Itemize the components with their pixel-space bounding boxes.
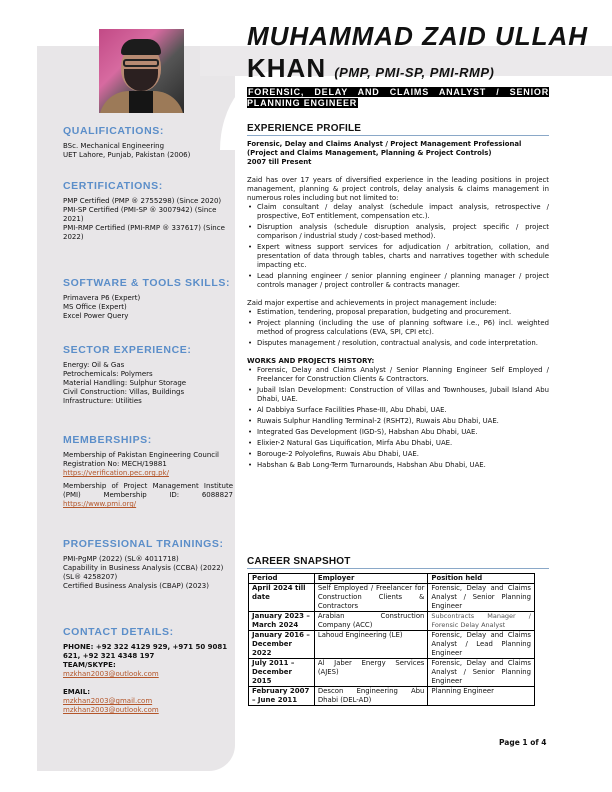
employer-cell: Lahoud Engineering (LE) bbox=[314, 631, 428, 659]
sector-section bbox=[63, 346, 233, 406]
list-item: • Borouge-2 Polyolefins, Ruwais Abu Dhabi, UAE. bbox=[247, 450, 549, 459]
employer-cell: Al Jaber Energy Services (AJES) bbox=[314, 659, 428, 687]
column-header: Position held bbox=[428, 574, 535, 584]
table-row bbox=[249, 631, 535, 659]
period-cell: January 2023 – March 2024 bbox=[249, 612, 315, 631]
software-line: Primavera P6 (Expert) bbox=[63, 294, 141, 302]
pec-membership: Membership of Pakistan Engineering Council Registration No: MECH/19881 bbox=[63, 451, 220, 468]
training-line: Capability in Business Analysis (CCBA) (2022) (SL® 4258207) bbox=[63, 564, 224, 581]
skype-link[interactable]: mzkhan2003@outlook.com bbox=[63, 670, 159, 678]
email-link-gmail[interactable]: mzkhan2003@gmail.com bbox=[63, 697, 153, 705]
list-item: • Al Dabbiya Surface Facilities Phase-III, Abu Dhabi, UAE. bbox=[247, 406, 549, 415]
sector-line: Petrochemicals: Polymers bbox=[63, 370, 153, 378]
certification-line: PMP Certified (PMP ® 2755298) (Since 2020) bbox=[63, 197, 222, 205]
training-line: Certified Business Analysis (CBAP) (2023) bbox=[63, 582, 209, 590]
list-item: • Elixier-2 Natural Gas Liquification, Mirfa Abu Dhabi, UAE. bbox=[247, 439, 549, 448]
experience-profile-section bbox=[247, 124, 549, 472]
certification-line: PMI-SP Certified (PMI-SP ® 3007942) (Since 2021) bbox=[63, 206, 217, 223]
experience-profile-heading: EXPERIENCE PROFILE bbox=[247, 124, 549, 136]
list-item: • Lead planning engineer / senior planning engineer / planning manager / project controls manager / project controller & contracts manager. bbox=[247, 272, 549, 290]
intro-paragraph: Zaid has over 17 years of diversified experience in the leading positions in project management, planning & project controls, delay analysis & claims management in numerous roles including but not limited to: bbox=[247, 176, 549, 202]
qualification-line: BSc. Mechanical Engineering bbox=[63, 142, 165, 150]
phone-value: +92 322 4129 929, +971 50 9081 621, +92 321 4348 197 bbox=[63, 643, 228, 660]
spacer bbox=[247, 292, 549, 299]
software-line: MS Office (Expert) bbox=[63, 303, 127, 311]
certifications-heading: CERTIFICATIONS: bbox=[63, 180, 163, 192]
position-cell: Forensic, Delay and Claims Analyst / Lead Planning Engineer bbox=[428, 631, 535, 659]
list-item: • Disruption analysis (schedule disruption analysis, project specific / project comparison / industrial study / cost-based method). bbox=[247, 223, 549, 241]
candidate-credentials: (PMP, PMI-SP, PMI-RMP) bbox=[334, 65, 495, 80]
position-cell: Forensic, Delay and Claims Analyst / Senior Planning Engineer bbox=[428, 584, 535, 612]
sector-line: Material Handling: Sulphur Storage bbox=[63, 379, 187, 387]
contact-section bbox=[63, 628, 233, 715]
career-snapshot-section bbox=[247, 557, 549, 706]
phone-line bbox=[63, 643, 233, 661]
trainings-section bbox=[63, 540, 233, 591]
employer-cell: Descon Engineering Abu Dhabi (DEL-AD) bbox=[314, 687, 428, 706]
software-section bbox=[63, 279, 233, 321]
sector-line: Infrastructure: Utilities bbox=[63, 397, 142, 405]
column-header: Period bbox=[249, 574, 315, 584]
sector-line: Energy: Oil & Gas bbox=[63, 361, 125, 369]
candidate-surname: KHAN bbox=[247, 53, 327, 83]
employer-cell: Arabian Construction Company (ACC) bbox=[314, 612, 428, 631]
position-cell: Forensic, Delay and Claims Analyst / Senior Planning Engineer bbox=[428, 659, 535, 687]
list-item: • Claim consultant / delay analyst (schedule impact analysis, retrospective / prospective, EoT entitlement, compensation etc.). bbox=[247, 203, 549, 221]
period-cell: April 2024 till date bbox=[249, 584, 315, 612]
qualifications-heading: QUALIFICATIONS: bbox=[63, 125, 164, 137]
skype-label: TEAM/SKYPE: bbox=[63, 661, 116, 669]
profile-photo bbox=[99, 29, 184, 113]
pmi-membership-text: Membership of Project Management Institute (PMI) Membership ID: 6088827 bbox=[63, 482, 233, 499]
software-heading: SOFTWARE & TOOLS SKILLS: bbox=[63, 277, 231, 289]
memberships-section bbox=[63, 436, 233, 509]
sector-line: Civil Construction: Villas, Buildings bbox=[63, 388, 185, 396]
period-cell: July 2011 – December 2015 bbox=[249, 659, 315, 687]
photo-hair bbox=[121, 39, 161, 55]
pec-link[interactable]: https://verification.pec.org.pk/ bbox=[63, 469, 169, 477]
memberships-heading: MEMBERSHIPS: bbox=[63, 434, 152, 446]
list-item: • Ruwais Sulphur Handling Terminal-2 (RSHT2), Ruwais Abu Dhabi, UAE. bbox=[247, 417, 549, 426]
qualifications-section bbox=[63, 127, 233, 160]
list-item: • Habshan & Bab Long-Term Turnarounds, Habshan Abu Dhabi, UAE. bbox=[247, 461, 549, 470]
spacer bbox=[63, 679, 233, 688]
candidate-name-line1: MUHAMMAD ZAID ULLAH bbox=[247, 21, 589, 51]
list-item: • Jubail Islan Development: Construction of Villas and Townhouses, Jubail Island Abu Dhabi, UAE. bbox=[247, 386, 549, 404]
software-line: Excel Power Query bbox=[63, 312, 129, 320]
contact-heading: CONTACT DETAILS: bbox=[63, 626, 174, 638]
role-summary-line: (Project and Claims Management, Planning & Project Controls) bbox=[247, 149, 492, 157]
list-item: • Estimation, tendering, proposal preparation, budgeting and procurement. bbox=[247, 308, 549, 317]
column-header: Employer bbox=[314, 574, 428, 584]
sector-heading: SECTOR EXPERIENCE: bbox=[63, 344, 192, 356]
email-link-outlook[interactable]: mzkhan2003@outlook.com bbox=[63, 706, 159, 714]
trainings-heading: PROFESSIONAL TRAININGS: bbox=[63, 538, 224, 550]
table-header-row bbox=[249, 574, 535, 584]
training-line: PMI-PgMP (2022) (SL® 4011718) bbox=[63, 555, 179, 563]
role-summary-line: 2007 till Present bbox=[247, 158, 312, 166]
spacer bbox=[247, 167, 549, 176]
certifications-section bbox=[63, 182, 233, 242]
spacer bbox=[247, 350, 549, 357]
certification-line: PMI-RMP Certified (PMI-RMP ® 337617) (Since 2022) bbox=[63, 224, 225, 241]
candidate-name-line2 bbox=[247, 54, 494, 87]
expertise-list bbox=[247, 308, 549, 348]
role-summary-line: Forensic, Delay and Claims Analyst / Project Management Professional bbox=[247, 140, 522, 148]
pmi-link[interactable]: https://www.pmi.org/ bbox=[63, 500, 137, 508]
position-cell: Planning Engineer bbox=[428, 687, 535, 706]
phone-label: PHONE: bbox=[63, 643, 94, 651]
list-item: • Project planning (including the use of planning software i.e., P6) incl. weighted method of progress calculations (EVA, SPI, CPI etc). bbox=[247, 319, 549, 337]
roles-list bbox=[247, 203, 549, 290]
period-cell: February 2007 – June 2011 bbox=[249, 687, 315, 706]
expertise-intro: Zaid major expertise and achievements in project management include: bbox=[247, 299, 497, 307]
list-item: • Forensic, Delay and Claims Analyst / Senior Planning Engineer Self Employed / Freelancer for Construction Clients & Contractors. bbox=[247, 366, 549, 384]
list-item: • Disputes management / resolution, contractual analysis, and code interpretation. bbox=[247, 339, 549, 348]
works-list bbox=[247, 366, 549, 470]
career-snapshot-heading: CAREER SNAPSHOT bbox=[247, 557, 549, 569]
table-row bbox=[249, 584, 535, 612]
career-table bbox=[248, 573, 535, 706]
list-item: • Expert witness support services for adjudication / arbitration, collation, and presentation of data through tables, charts and narratives together with schedule impacting etc. bbox=[247, 243, 549, 270]
qualification-line: UET Lahore, Punjab, Pakistan (2006) bbox=[63, 151, 191, 159]
photo-glasses bbox=[123, 59, 159, 67]
employer-cell: Self Employed / Freelancer for Construction Clients & Contractors bbox=[314, 584, 428, 612]
photo-shirt bbox=[129, 91, 153, 113]
job-title-text: FORENSIC, DELAY AND CLAIMS ANALYST / SENIOR PLANNING ENGINEER bbox=[247, 87, 549, 108]
pmi-membership bbox=[63, 482, 233, 509]
table-row bbox=[249, 659, 535, 687]
period-cell: January 2016 – December 2022 bbox=[249, 631, 315, 659]
job-title bbox=[247, 87, 549, 109]
position-cell: Subcontracts Manager / Forensic Delay Analyst bbox=[428, 612, 535, 631]
table-row bbox=[249, 687, 535, 706]
page-number: Page 1 of 4 bbox=[499, 738, 547, 747]
email-label: EMAIL: bbox=[63, 688, 91, 696]
works-heading: WORKS AND PROJECTS HISTORY: bbox=[247, 357, 375, 365]
table-row bbox=[249, 612, 535, 631]
list-item: • Integrated Gas Development (IGD-S), Habshan Abu Dhabi, UAE. bbox=[247, 428, 549, 437]
